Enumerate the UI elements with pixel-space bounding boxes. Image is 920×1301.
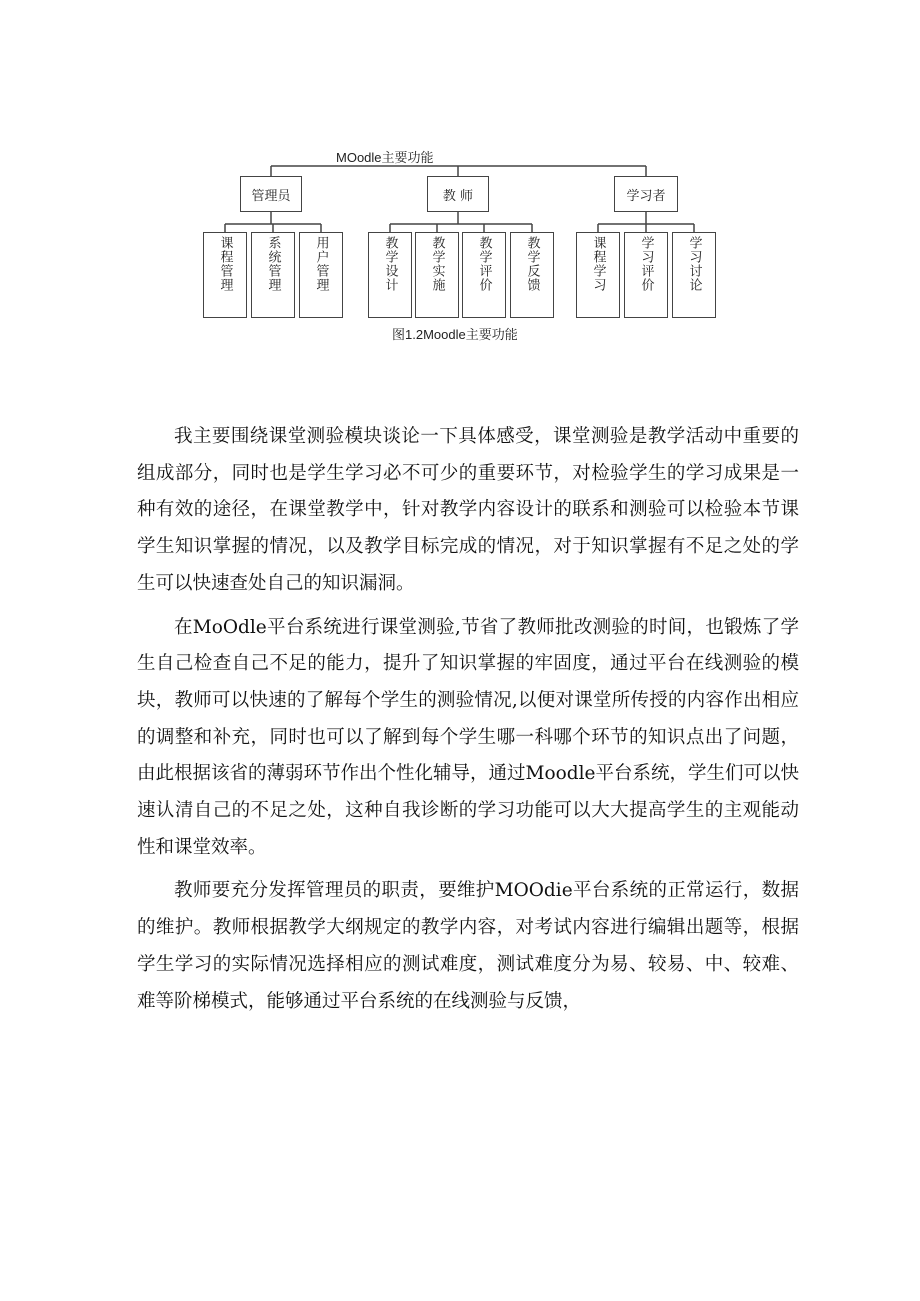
leaf-label: 学习讨论 <box>686 236 702 292</box>
leaf-label: 系统管理 <box>265 236 281 292</box>
figure-caption: 图1.2Moodle主要功能 <box>392 327 518 342</box>
leaf-box <box>415 232 459 318</box>
leaf-box <box>576 232 620 318</box>
group-box-teacher <box>427 176 489 212</box>
leaf-label: 课程管理 <box>217 236 233 292</box>
leaf-label: 教学实施 <box>429 236 445 292</box>
group-box-learner <box>614 176 678 212</box>
leaf-box <box>624 232 668 318</box>
group-label: 管理员 <box>251 188 291 204</box>
paragraph-3: 教师要充分发挥管理员的职责，要维护MOOdie平台系统的正常运行，数据的维护。教师根据教学大纲规定的教学内容，对考试内容进行编辑出题等，根据学生学习的实际情况选择相应的测试难度，测试难度分为易、较易、中、较难、难等阶梯模式，能够通过平台系统的在线测验与反馈， <box>137 880 799 1012</box>
group-label: 教 师 <box>442 188 474 204</box>
leaf-label: 课程学习 <box>590 236 606 292</box>
leaf-box <box>251 232 295 318</box>
leaf-box <box>510 232 554 318</box>
leaf-label: 教学评价 <box>476 236 492 292</box>
leaf-label: 用户管理 <box>313 236 329 292</box>
leaf-box <box>368 232 412 318</box>
leaf-box <box>462 232 506 318</box>
leaf-label: 教学设计 <box>382 236 398 292</box>
group-label: 学习者 <box>626 188 666 204</box>
diagram-root-label: MOodle主要功能 <box>336 150 434 165</box>
leaf-box <box>672 232 716 318</box>
body-text <box>137 419 799 1020</box>
leaf-box <box>203 232 247 318</box>
leaf-label: 教学反馈 <box>524 236 540 292</box>
leaf-box <box>299 232 343 318</box>
group-box-admin <box>240 176 302 212</box>
paragraph-1: 我主要围绕课堂测验模块谈论一下具体感受，课堂测验是教学活动中重要的组成部分，同时也是学生学习必不可少的重要环节，对检验学生的学习成果是一种有效的途径，在课堂教学中，针对教学内容设计的联系和测验可以检验本节课学生知识掌握的情况，以及教学目标完成的情况，对于知识掌握有不足之处的学生可以快速查处自己的知识漏洞。 <box>137 426 799 594</box>
paragraph-2: 在MoOdle平台系统进行课堂测验,节省了教师批改测验的时间，也锻炼了学生自己检查自己不足的能力，提升了知识掌握的牢固度，通过平台在线测验的模块，教师可以快速的了解每个学生的测验情况,以便对课堂所传授的内容作出相应的调整和补充，同时也可以了解到每个学生哪一科哪个环节的知识点出了问题，由此根据该省的薄弱环节作出个性化辅导，通过Moodle平台系统，学生们可以快速认清自己的不足之处，这种自我诊断的学习功能可以大大提高学生的主观能动性和课堂效率。 <box>137 616 799 858</box>
function-diagram <box>0 0 920 360</box>
leaf-label: 学习评价 <box>638 236 654 292</box>
